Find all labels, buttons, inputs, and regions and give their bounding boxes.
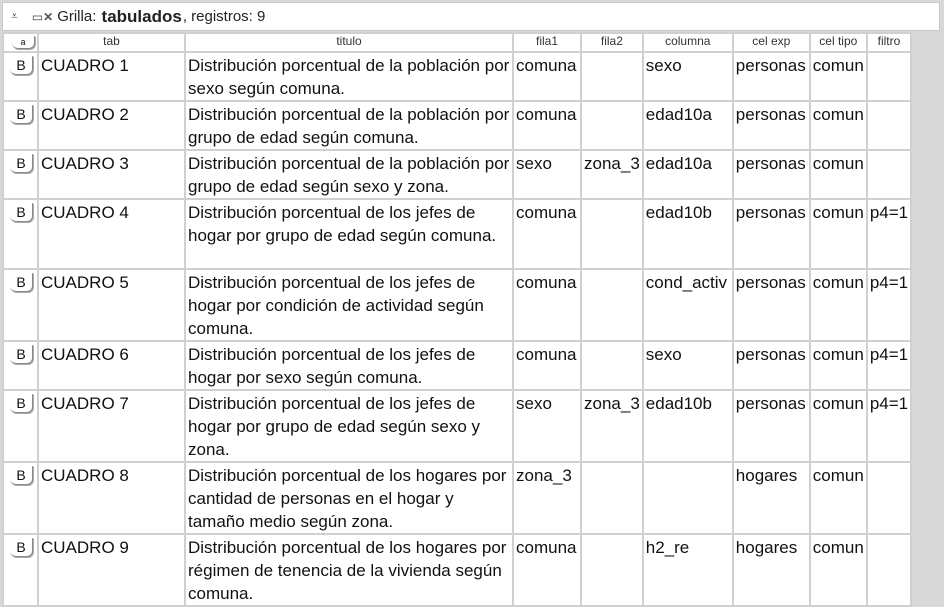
cell-fila1[interactable]: comuna bbox=[513, 199, 581, 269]
cell-tab[interactable]: CUADRO 4 bbox=[38, 199, 185, 269]
cell-cel-tipo[interactable]: comun bbox=[810, 150, 867, 199]
cell-tab[interactable]: CUADRO 5 bbox=[38, 269, 185, 341]
cell-tab[interactable]: CUADRO 2 bbox=[38, 101, 185, 150]
cell-cel-exp[interactable]: personas bbox=[733, 341, 810, 390]
row-edit-button[interactable]: B bbox=[10, 345, 33, 364]
cell-columna[interactable]: edad10a bbox=[643, 101, 733, 150]
excel-export-icon[interactable]: ✕ bbox=[43, 9, 54, 24]
cell-titulo[interactable]: Distribución porcentual de los jefes de hogar por sexo según comuna. bbox=[185, 341, 513, 390]
column-header-fila2[interactable]: fila2 bbox=[581, 33, 643, 52]
cell-fila1[interactable]: comuna bbox=[513, 52, 581, 101]
cell-cel-tipo[interactable]: comun bbox=[810, 534, 867, 606]
column-header-cel-tipo[interactable]: cel tipo bbox=[810, 33, 867, 52]
cell-filtro[interactable]: p4=1 bbox=[867, 269, 911, 341]
column-header-columna[interactable]: columna bbox=[643, 33, 733, 52]
cell-cel-exp[interactable]: personas bbox=[733, 390, 810, 462]
row-edit-button[interactable]: B bbox=[10, 203, 33, 222]
cell-tab[interactable]: CUADRO 9 bbox=[38, 534, 185, 606]
cell-tab[interactable]: CUADRO 8 bbox=[38, 462, 185, 534]
cell-cel-tipo[interactable]: comun bbox=[810, 462, 867, 534]
cell-fila2[interactable] bbox=[581, 269, 643, 341]
table-row bbox=[3, 101, 911, 150]
cell-cel-tipo[interactable]: comun bbox=[810, 341, 867, 390]
cell-columna[interactable]: h2_re bbox=[643, 534, 733, 606]
column-header-cel-exp[interactable]: cel exp bbox=[733, 33, 810, 52]
cell-fila1[interactable]: sexo bbox=[513, 150, 581, 199]
row-button-cell bbox=[3, 269, 38, 341]
cell-fila2[interactable] bbox=[581, 534, 643, 606]
cell-columna[interactable]: edad10a bbox=[643, 150, 733, 199]
row-button-cell bbox=[3, 101, 38, 150]
cell-filtro[interactable] bbox=[867, 462, 911, 534]
cell-cel-tipo[interactable]: comun bbox=[810, 101, 867, 150]
cell-fila1[interactable]: sexo bbox=[513, 390, 581, 462]
cell-titulo[interactable]: Distribución porcentual de los jefes de hogar por grupo de edad según comuna. bbox=[185, 199, 513, 269]
cell-fila1[interactable]: comuna bbox=[513, 534, 581, 606]
table-row bbox=[3, 269, 911, 341]
row-button-cell bbox=[3, 462, 38, 534]
table-row bbox=[3, 150, 911, 199]
table-row bbox=[3, 52, 911, 101]
record-count: , registros: 9 bbox=[182, 8, 266, 25]
row-edit-button[interactable]: B bbox=[10, 56, 33, 75]
cell-filtro[interactable]: p4=1 bbox=[867, 341, 911, 390]
row-edit-button[interactable]: B bbox=[10, 154, 33, 173]
grid-name: tabulados bbox=[101, 6, 182, 26]
column-header-tab[interactable]: tab bbox=[38, 33, 185, 52]
cell-fila2[interactable] bbox=[581, 341, 643, 390]
table-row bbox=[3, 199, 911, 269]
row-edit-button[interactable]: B bbox=[10, 273, 33, 292]
cell-fila2[interactable]: zona_3 bbox=[581, 150, 643, 199]
cell-tab[interactable]: CUADRO 7 bbox=[38, 390, 185, 462]
cell-fila1[interactable]: comuna bbox=[513, 341, 581, 390]
data-grid bbox=[2, 32, 912, 607]
cell-filtro[interactable] bbox=[867, 534, 911, 606]
cell-fila1[interactable]: zona_3 bbox=[513, 462, 581, 534]
cell-titulo[interactable]: Distribución porcentual de la población por sexo según comuna. bbox=[185, 52, 513, 101]
header-row bbox=[3, 33, 911, 52]
cell-fila2[interactable] bbox=[581, 101, 643, 150]
cell-tab[interactable]: CUADRO 6 bbox=[38, 341, 185, 390]
cell-cel-exp[interactable]: hogares bbox=[733, 462, 810, 534]
row-button-cell bbox=[3, 390, 38, 462]
row-edit-button[interactable]: B bbox=[10, 105, 33, 124]
cell-titulo[interactable]: Distribución porcentual de los jefes de hogar por grupo de edad según sexo y zona. bbox=[185, 390, 513, 462]
cell-tab[interactable]: CUADRO 3 bbox=[38, 150, 185, 199]
header-corner bbox=[3, 33, 38, 52]
cell-cel-exp[interactable]: personas bbox=[733, 52, 810, 101]
cell-titulo[interactable]: Distribución porcentual de la población por grupo de edad según comuna. bbox=[185, 101, 513, 150]
cell-cel-exp[interactable]: hogares bbox=[733, 534, 810, 606]
table-row bbox=[3, 462, 911, 534]
cell-filtro[interactable] bbox=[867, 150, 911, 199]
cell-cel-tipo[interactable]: comun bbox=[810, 390, 867, 462]
column-header-filtro[interactable]: filtro bbox=[867, 33, 911, 52]
cell-fila2[interactable]: zona_3 bbox=[581, 390, 643, 462]
cell-fila1[interactable]: comuna bbox=[513, 101, 581, 150]
table-row bbox=[3, 390, 911, 462]
table-row bbox=[3, 534, 911, 606]
grid-label: Grilla: bbox=[57, 8, 97, 25]
cell-fila2[interactable] bbox=[581, 199, 643, 269]
row-edit-button[interactable]: B bbox=[10, 466, 33, 485]
cell-cel-exp[interactable]: personas bbox=[733, 150, 810, 199]
cell-columna[interactable]: edad10b bbox=[643, 199, 733, 269]
cell-cel-exp[interactable]: personas bbox=[733, 101, 810, 150]
cell-fila2[interactable] bbox=[581, 52, 643, 101]
row-edit-button[interactable]: B bbox=[10, 394, 33, 413]
cell-titulo[interactable]: Distribución porcentual de los hogares por cantidad de personas en el hogar y tamaño medio según zona. bbox=[185, 462, 513, 534]
grid-titlebar bbox=[2, 2, 940, 31]
cell-cel-exp[interactable]: personas bbox=[733, 199, 810, 269]
row-edit-button[interactable]: B bbox=[10, 538, 33, 557]
cell-columna[interactable]: edad10b bbox=[643, 390, 733, 462]
column-header-titulo[interactable]: titulo bbox=[185, 33, 513, 52]
cell-cel-exp[interactable]: personas bbox=[733, 269, 810, 341]
row-button-cell bbox=[3, 150, 38, 199]
grid-menu-icon[interactable]: ▭ bbox=[31, 9, 44, 24]
cell-columna[interactable]: sexo bbox=[643, 341, 733, 390]
cell-columna[interactable]: cond_activ bbox=[643, 269, 733, 341]
row-button-cell bbox=[3, 341, 38, 390]
cell-fila2[interactable] bbox=[581, 462, 643, 534]
row-button-cell bbox=[3, 52, 38, 101]
row-button-cell bbox=[3, 199, 38, 269]
cell-cel-tipo[interactable]: comun bbox=[810, 199, 867, 269]
cell-filtro[interactable] bbox=[867, 52, 911, 101]
cell-tab[interactable]: CUADRO 1 bbox=[38, 52, 185, 101]
row-button-cell bbox=[3, 534, 38, 606]
cell-filtro[interactable] bbox=[867, 101, 911, 150]
cell-titulo[interactable]: Distribución porcentual de la población por grupo de edad según sexo y zona. bbox=[185, 150, 513, 199]
cell-columna[interactable]: sexo bbox=[643, 52, 733, 101]
select-all-button[interactable]: a bbox=[12, 36, 35, 49]
cell-titulo[interactable]: Distribución porcentual de los hogares por régimen de tenencia de la vivienda según comuna. bbox=[185, 534, 513, 606]
collapse-icon[interactable]: ⩡ bbox=[11, 9, 18, 23]
column-header-fila1[interactable]: fila1 bbox=[513, 33, 581, 52]
cell-cel-tipo[interactable]: comun bbox=[810, 52, 867, 101]
cell-filtro[interactable]: p4=1 bbox=[867, 199, 911, 269]
cell-cel-tipo[interactable]: comun bbox=[810, 269, 867, 341]
cell-filtro[interactable]: p4=1 bbox=[867, 390, 911, 462]
cell-columna[interactable] bbox=[643, 462, 733, 534]
cell-fila1[interactable]: comuna bbox=[513, 269, 581, 341]
cell-titulo[interactable]: Distribución porcentual de los jefes de hogar por condición de actividad según comuna. bbox=[185, 269, 513, 341]
table-row bbox=[3, 341, 911, 390]
